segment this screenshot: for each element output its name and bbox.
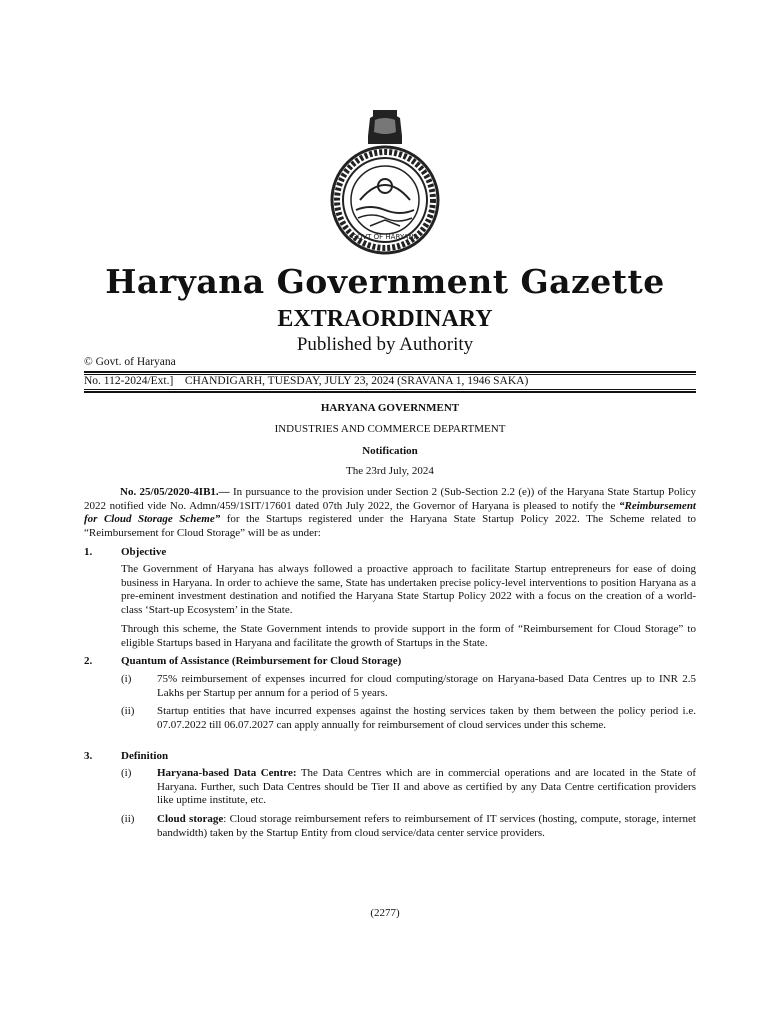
government-heading: HARYANA GOVERNMENT <box>320 402 460 414</box>
section-title: Definition <box>121 750 169 762</box>
item-number: (ii) <box>121 705 135 717</box>
item-number: (i) <box>121 673 132 685</box>
item-text: 75% reimbursement of expenses incurred for cloud computing/storage on Haryana-based Data Centres up to INR 2.5 Lakhs per Startup per annum for a period of 5 years. <box>157 673 696 699</box>
definition-term: Haryana-based Data Centre: <box>157 767 297 779</box>
section-number: 2. <box>84 655 93 667</box>
intro-paragraph <box>84 486 696 540</box>
header-rule-bottom-thick <box>84 391 696 393</box>
issue-place-date: CHANDIGARH, TUESDAY, JULY 23, 2024 (SRAVANA 1, 1946 SAKA) <box>184 375 529 387</box>
header-rule-bottom <box>84 389 696 390</box>
definition-item <box>157 767 696 808</box>
section-number: 3. <box>84 750 93 762</box>
section-paragraph: Through this scheme, the State Government intends to provide support in the form of “Reimbursement for Cloud Storage” to eligible Startups based in Haryana and facilitate the growth of Startups in the State. <box>121 623 696 649</box>
scheme-name: “Reimbursement for Cloud Storage Scheme” <box>84 499 696 526</box>
item-text: Startup entities that have incurred expenses against the hosting services taken by them between the policy period i.e. 07.07.2022 till 06.07.2027 can apply annually for reimbursement of cloud services under this scheme. <box>157 705 696 731</box>
section-number: 1. <box>84 546 93 558</box>
copyright-note: © Govt. of Haryana <box>84 356 176 368</box>
state-emblem <box>330 108 440 258</box>
intro-text-1: In pursuance to the provision under Section 2 (Sub-Section 2.2 (e)) of the Haryana State Startup Policy 2022 notified vide No. Admn/459/1SIT/17601 dated 07th July 2022, the Governor of Haryana is pleased to notify the <box>84 486 696 512</box>
gazette-subtitle: EXTRAORDINARY <box>277 306 493 332</box>
definition-text: : Cloud storage reimbursement refers to reimbursement of IT services (hosting, compute, storage, internet bandwidth) taken by the Startup Entity from cloud service/data center service providers. <box>157 813 696 839</box>
notification-heading: Notification <box>362 445 418 457</box>
published-by: Published by Authority <box>296 334 474 355</box>
department-heading: INDUSTRIES AND COMMERCE DEPARTMENT <box>274 423 506 435</box>
page-number: (2277) <box>370 907 400 919</box>
gazette-title: Haryana Government Gazette <box>105 262 665 301</box>
section-title: Objective <box>121 546 167 558</box>
definition-term: Cloud storage <box>157 813 224 825</box>
item-number: (i) <box>121 767 132 779</box>
issue-number: No. 112-2024/Ext.] <box>84 375 174 387</box>
header-rule-top <box>84 371 696 373</box>
definition-item <box>157 813 696 840</box>
notification-date: The 23rd July, 2024 <box>346 465 434 477</box>
intro-text-2: for the Startups registered under the Haryana State Startup Policy 2022. The Scheme related to “Reimbursement for Cloud Storage” will be as under: <box>84 513 696 539</box>
seal-text: GOVT OF HARYANA <box>351 233 419 241</box>
reference-number: No. 25/05/2020-4IB1.— <box>120 486 230 498</box>
issue-line <box>84 375 528 387</box>
item-number: (ii) <box>121 813 135 825</box>
definition-text: The Data Centres which are in commercial operations and are located in the State of Haryana. Further, such Data Centres should be Tier II and above as certified by any Data Centre certification providers like uptime institute, etc. <box>157 767 696 807</box>
section-title: Quantum of Assistance (Reimbursement for Cloud Storage) <box>121 655 402 667</box>
section-paragraph: The Government of Haryana has always followed a proactive approach to facilitate Startup entrepreneurs for ease of doing business in Haryana. In order to achieve the same, State has undertaken precise policy-level interventions to position Haryana as a pre-eminent investment destination and notified the Haryana State Startup Policy 2022 with a focus on the creation of a world-class ‘Start-up Ecosystem’ in the State. <box>121 563 696 616</box>
